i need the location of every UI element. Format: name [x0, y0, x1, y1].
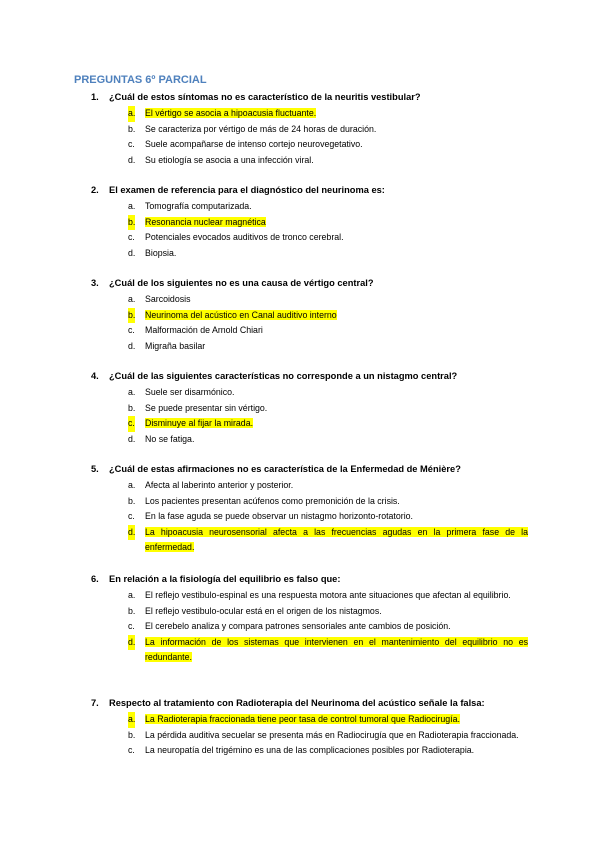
option-letter: b. — [128, 308, 135, 324]
option-letter: d. — [128, 433, 136, 444]
question-7 — [0, 698, 600, 759]
question-6 — [0, 574, 600, 666]
option-text: En la fase aguda se puede observar un nistagmo horizonto-rotatorio. — [145, 511, 413, 522]
question-3 — [0, 278, 600, 354]
option-text: Potenciales evocados auditivos de tronco cerebral. — [145, 232, 344, 243]
option-a — [0, 199, 600, 215]
option-text: Disminuye al fijar la mirada. — [145, 418, 254, 429]
option-d — [0, 153, 600, 169]
option-b — [0, 308, 600, 324]
question-number: 1. — [91, 92, 99, 102]
question-number: 3. — [91, 278, 99, 288]
option-c — [0, 619, 600, 635]
option-a — [0, 478, 600, 494]
option-text: La información de los sistemas que intervienen en el mantenimiento del equilibrio no es redundante. — [145, 636, 528, 663]
option-b — [0, 122, 600, 138]
option-letter: b. — [128, 123, 136, 134]
question-text: Respecto al tratamiento con Radioterapia del Neurinoma del acústico señale la falsa: — [109, 698, 485, 708]
option-text: Afecta al laberinto anterior y posterior. — [145, 480, 294, 490]
option-c — [0, 509, 600, 525]
option-letter: b. — [128, 402, 136, 413]
option-c — [0, 137, 600, 153]
question-header — [0, 574, 600, 588]
question-text: El examen de referencia para el diagnóstico del neurinoma es: — [109, 185, 385, 195]
option-letter: a. — [128, 201, 136, 211]
question-4 — [0, 371, 600, 447]
option-c — [0, 743, 600, 759]
question-number: 2. — [91, 185, 99, 195]
option-letter: a. — [128, 590, 136, 600]
option-a — [0, 385, 600, 401]
option-text: El reflejo vestibulo-ocular está en el origen de los nistagmos. — [145, 605, 382, 616]
option-b — [0, 401, 600, 417]
option-text: No se fatiga. — [145, 433, 195, 444]
question-number: 7. — [91, 698, 99, 708]
option-d — [0, 635, 600, 666]
option-text: El reflejo vestibulo-espinal es una respuesta motora ante situaciones que afectan al equilibrio. — [145, 590, 511, 600]
option-letter: d. — [128, 340, 136, 351]
question-header — [0, 92, 600, 106]
option-text: El cerebelo analiza y compara patrones sensoriales ante cambios de posición. — [145, 621, 451, 632]
option-letter: a. — [128, 294, 136, 304]
question-2 — [0, 185, 600, 261]
option-text: Biopsia. — [145, 247, 177, 258]
option-d — [0, 339, 600, 355]
option-letter: d. — [128, 154, 136, 165]
question-text: ¿Cuál de estas afirmaciones no es característica de la Enfermedad de Ménière? — [109, 464, 461, 474]
option-text: La pérdida auditiva secuelar se presenta más en Radiocirugía que en Radioterapia fraccionada. — [145, 729, 519, 740]
option-a — [0, 712, 600, 728]
option-text: Su etiología se asocia a una infección viral. — [145, 154, 314, 165]
question-number: 6. — [91, 574, 99, 584]
option-text: Suele ser disarmónico. — [145, 387, 235, 397]
option-letter: c. — [128, 621, 135, 632]
question-number: 4. — [91, 371, 99, 381]
option-letter: c. — [128, 745, 135, 756]
question-text: ¿Cuál de las siguientes características no corresponde a un nistagmo central? — [109, 371, 458, 381]
option-letter: a. — [128, 712, 135, 728]
option-letter: b. — [128, 495, 136, 506]
question-text: ¿Cuál de estos síntomas no es característico de la neuritis vestibular? — [109, 92, 421, 102]
option-letter: a. — [128, 106, 135, 122]
option-b — [0, 728, 600, 744]
option-letter: d. — [128, 247, 136, 258]
question-header — [0, 185, 600, 199]
option-a — [0, 292, 600, 308]
option-letter: c. — [128, 139, 135, 150]
option-text: El vértigo se asocia a hipoacusia fluctuante. — [145, 108, 317, 118]
option-d — [0, 432, 600, 448]
option-text: La neuropatía del trigémino es una de las complicaciones posibles por Radioterapia. — [145, 745, 475, 756]
question-header — [0, 371, 600, 385]
option-text: La Radioterapia fraccionada tiene peor tasa de control tumoral que Radiocirugía. — [145, 714, 460, 724]
question-5 — [0, 464, 600, 556]
question-header — [0, 278, 600, 292]
option-text: Se caracteriza por vértigo de más de 24 horas de duración. — [145, 123, 377, 134]
option-text: Suele acompañarse de intenso cortejo neurovegetativo. — [145, 139, 363, 150]
option-letter: b. — [128, 729, 136, 740]
option-a — [0, 588, 600, 604]
option-letter: a. — [128, 480, 136, 490]
question-1 — [0, 92, 600, 168]
option-text: Los pacientes presentan acúfenos como premonición de la crisis. — [145, 495, 400, 506]
option-b — [0, 494, 600, 510]
option-text: Tomografía computarizada. — [145, 201, 252, 211]
option-letter: c. — [128, 232, 135, 243]
option-text: Neurinoma del acústico en Canal auditivo interno — [145, 309, 337, 320]
option-b — [0, 215, 600, 231]
option-d — [0, 525, 600, 556]
option-letter: c. — [128, 511, 135, 522]
page-title: PREGUNTAS 6º PARCIAL — [74, 74, 207, 86]
option-c — [0, 323, 600, 339]
option-letter: d. — [128, 525, 135, 541]
option-text: Se puede presentar sin vértigo. — [145, 402, 268, 413]
option-c — [0, 230, 600, 246]
option-d — [0, 246, 600, 262]
option-letter: b. — [128, 215, 135, 231]
option-text: Sarcoidosis — [145, 294, 191, 304]
option-text: Malformación de Arnold Chiari — [145, 325, 263, 336]
option-letter: d. — [128, 635, 135, 651]
option-letter: c. — [128, 416, 135, 432]
option-text: Resonancia nuclear magnética — [145, 216, 266, 227]
option-text: Migraña basilar — [145, 340, 206, 351]
question-text: ¿Cuál de los siguientes no es una causa de vértigo central? — [109, 278, 374, 288]
option-letter: b. — [128, 605, 136, 616]
option-letter: c. — [128, 325, 135, 336]
question-header — [0, 464, 600, 478]
option-text: La hipoacusia neurosensorial afecta a las frecuencias agudas en la primera fase de la enfermedad. — [145, 526, 528, 553]
option-b — [0, 604, 600, 620]
question-number: 5. — [91, 464, 99, 474]
option-a — [0, 106, 600, 122]
option-letter: a. — [128, 387, 136, 397]
question-header — [0, 698, 600, 712]
question-text: En relación a la fisiología del equilibrio es falso que: — [109, 574, 341, 584]
option-c — [0, 416, 600, 432]
